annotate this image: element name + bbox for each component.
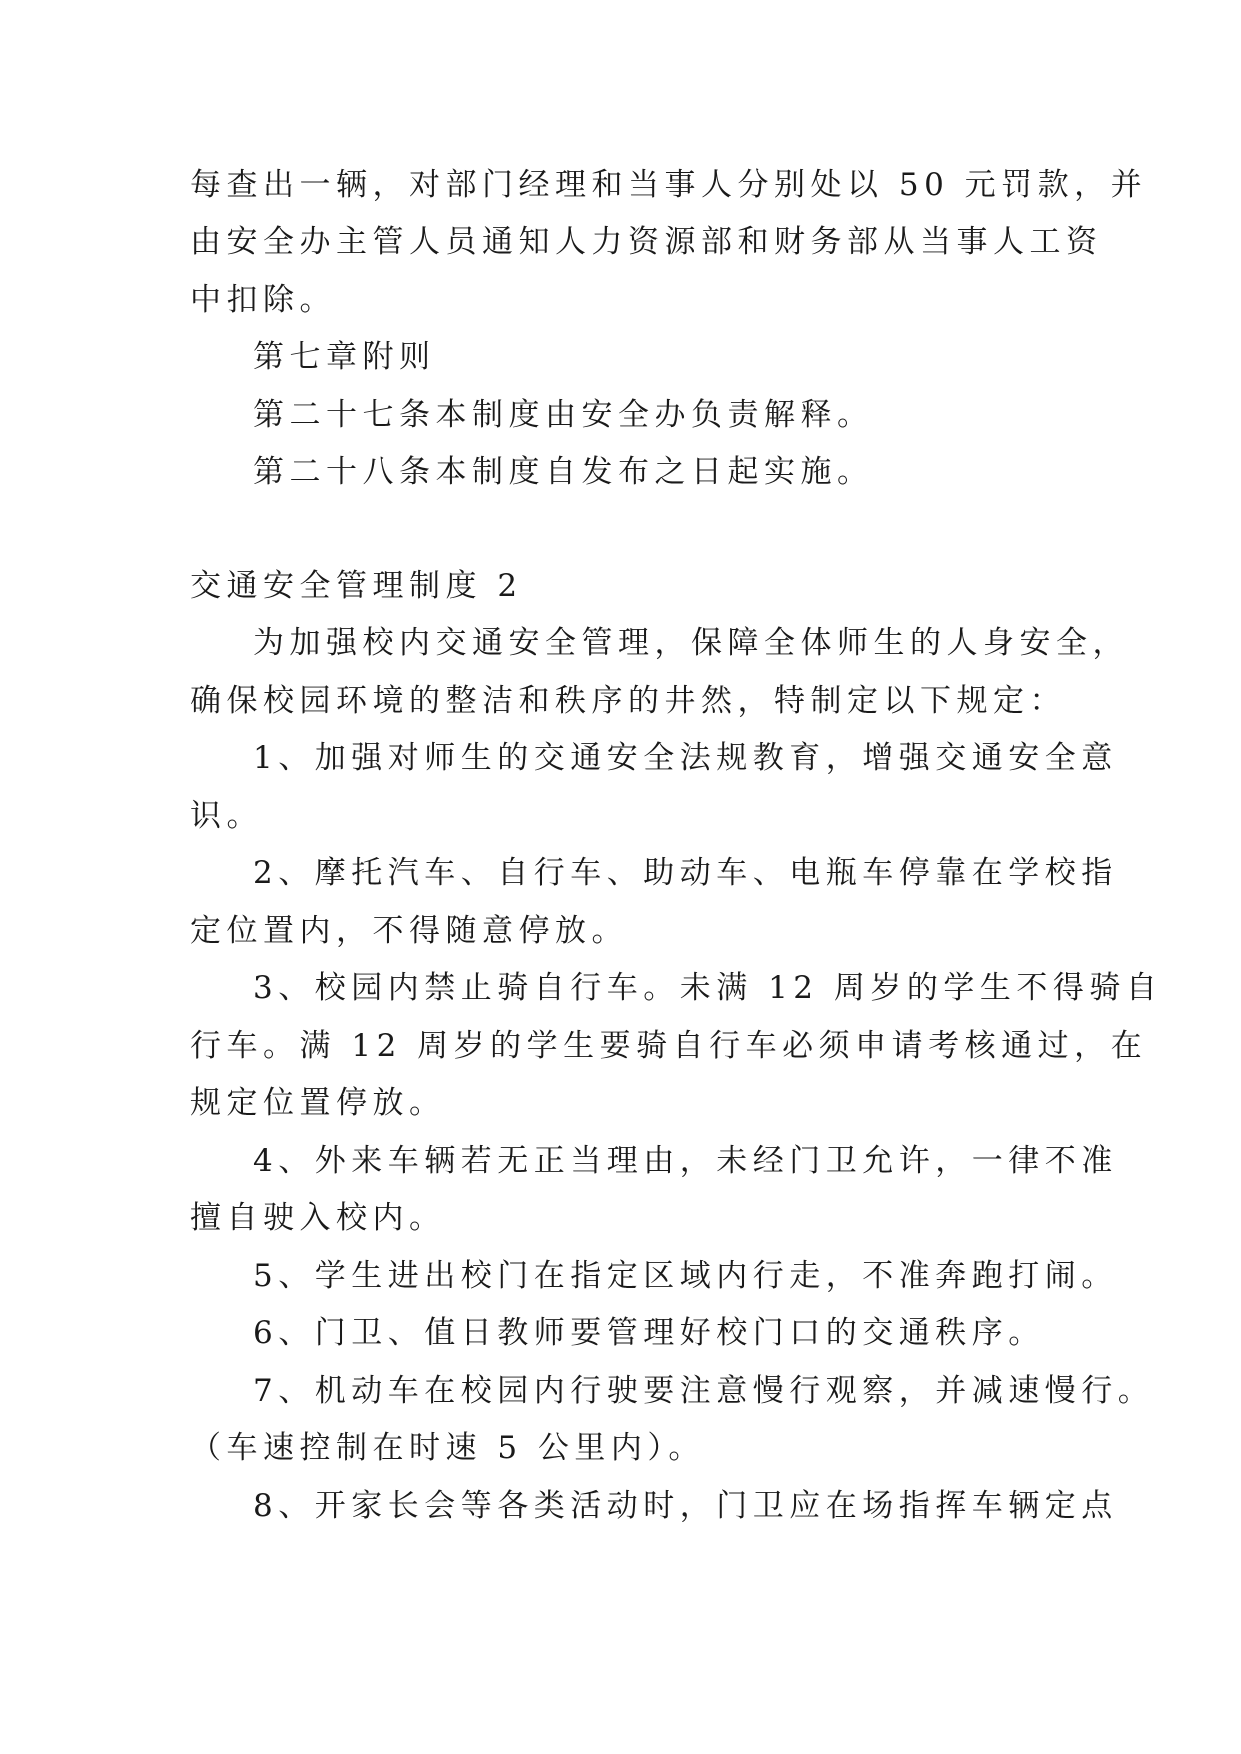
rule-item-line: （车速控制在时速 5 公里内）。 xyxy=(190,1430,705,1466)
rule-item-line: 行车。满 12 周岁的学生要骑自行车必须申请考核通过，在 xyxy=(190,1028,1148,1064)
paragraph-line: 为加强校内交通安全管理，保障全体师生的人身安全， xyxy=(253,625,1129,661)
rule-item-line: 8、开家长会等各类活动时，门卫应在场指挥车辆定点 xyxy=(253,1488,1118,1524)
paragraph-line: 确保校园环境的整洁和秩序的井然，特制定以下规定： xyxy=(190,683,1066,719)
rule-item-line: 1、加强对师生的交通安全法规教育，增强交通安全意 xyxy=(253,740,1118,776)
rule-item-line: 2、摩托汽车、自行车、助动车、电瓶车停靠在学校指 xyxy=(253,855,1118,891)
rule-item-line: 7、机动车在校园内行驶要注意慢行观察，并减速慢行。 xyxy=(253,1373,1155,1409)
rule-item-line: 规定位置停放。 xyxy=(190,1085,446,1121)
rule-item-line: 识。 xyxy=(190,798,263,834)
paragraph-line: 由安全办主管人员通知人力资源部和财务部从当事人工资 xyxy=(190,224,1103,260)
rule-item-line: 3、校园内禁止骑自行车。未满 12 周岁的学生不得骑自 xyxy=(253,970,1163,1006)
chapter-heading: 第七章附则 xyxy=(253,339,436,375)
rule-item-line: 6、门卫、值日教师要管理好校门口的交通秩序。 xyxy=(253,1315,1045,1351)
article-line: 第二十八条本制度自发布之日起实施。 xyxy=(253,454,874,490)
section-title: 交通安全管理制度 2 xyxy=(190,568,523,604)
rule-item-line: 4、外来车辆若无正当理由，未经门卫允许，一律不准 xyxy=(253,1143,1118,1179)
paragraph-line: 每查出一辆，对部门经理和当事人分别处以 50 元罚款，并 xyxy=(190,167,1148,203)
rule-item-line: 擅自驶入校内。 xyxy=(190,1200,446,1236)
article-line: 第二十七条本制度由安全办负责解释。 xyxy=(253,397,874,433)
paragraph-line: 中扣除。 xyxy=(190,282,336,318)
rule-item-line: 5、学生进出校门在指定区域内行走，不准奔跑打闹。 xyxy=(253,1258,1118,1294)
rule-item-line: 定位置内，不得随意停放。 xyxy=(190,913,628,949)
